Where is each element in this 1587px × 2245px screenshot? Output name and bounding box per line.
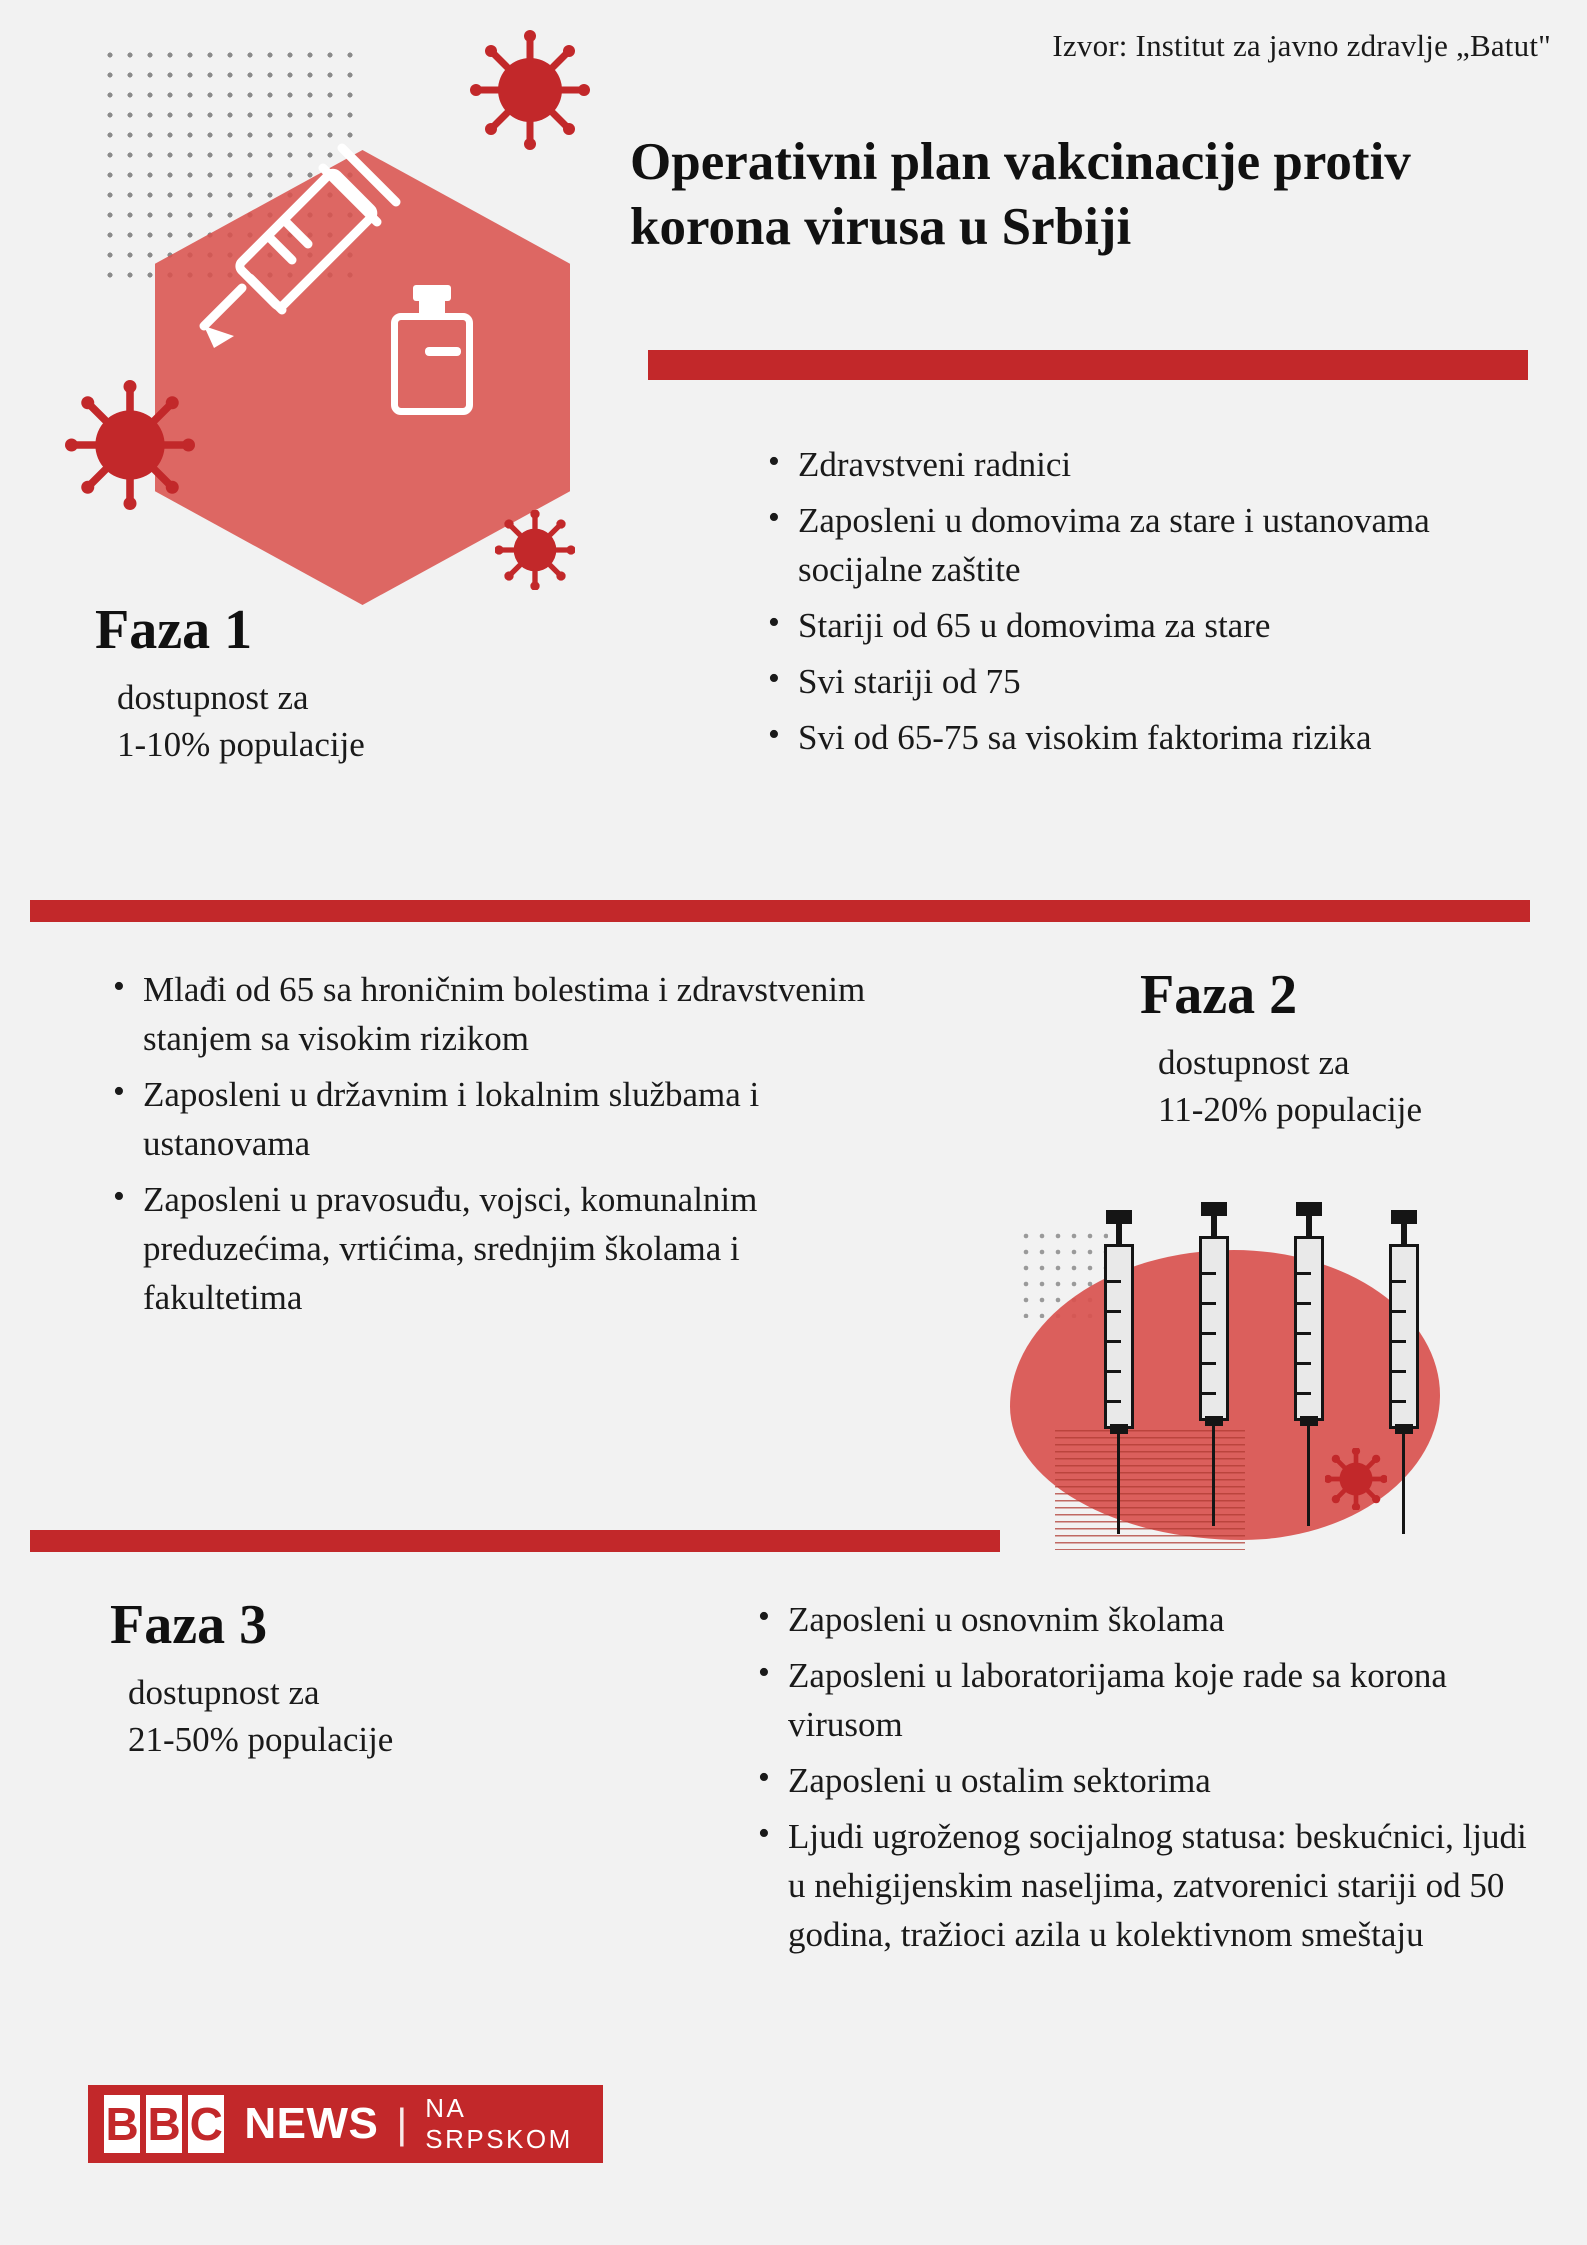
list-item: • Mlađi od 65 sa hroničnim bolestima i zdravstvenim stanjem sa visokim rizikom bbox=[139, 965, 899, 1063]
title-underline-rule bbox=[648, 350, 1528, 380]
phase-3-heading bbox=[110, 1595, 590, 1763]
phase-1-availability-line1: dostupnost za bbox=[117, 677, 309, 717]
list-item: • Zaposleni u domovima za stare i ustanovama socijalne zaštite bbox=[794, 496, 1544, 594]
hatch-pattern bbox=[1055, 1430, 1245, 1550]
phase-1-illustration bbox=[40, 20, 680, 620]
logo-subtitle: NA SRPSKOM bbox=[425, 2093, 573, 2154]
virus-icon-small bbox=[495, 510, 575, 590]
phase-2-availability bbox=[1140, 1039, 1580, 1134]
phase-3-list bbox=[750, 1595, 1544, 1966]
list-item: • Zdravstveni radnici bbox=[794, 440, 1544, 489]
virus-icon-tiny bbox=[1325, 1448, 1387, 1510]
divider-phase-1-2 bbox=[30, 900, 1530, 922]
list-item: • Stariji od 65 u domovima za stare bbox=[794, 601, 1544, 650]
vaccine-vial-icon bbox=[385, 285, 480, 420]
phase-2-illustration bbox=[1000, 1180, 1520, 1600]
phase-3-availability bbox=[110, 1669, 590, 1764]
page-title: Operativni plan vakcinacije protiv korona virusa u Srbiji bbox=[630, 133, 1411, 256]
phase-2-name: Faza 2 bbox=[1140, 964, 1298, 1026]
phase-3-availability-line2: 21-50% populacije bbox=[128, 1719, 394, 1759]
list-item: • Zaposleni u ostalim sektorima bbox=[784, 1756, 1544, 1805]
phase-3-name: Faza 3 bbox=[110, 1594, 268, 1656]
logo-letter-b1: B bbox=[104, 2095, 140, 2153]
bbc-news-logo bbox=[88, 2085, 603, 2163]
phase-3-availability-line1: dostupnost za bbox=[128, 1672, 320, 1712]
list-item: • Zaposleni u pravosuđu, vojsci, komunalnim preduzećima, vrtićima, srednjim školama i fakultetima bbox=[139, 1175, 899, 1322]
divider-phase-2-3 bbox=[30, 1530, 1000, 1552]
virus-icon-large bbox=[470, 30, 590, 150]
list-item: • Zaposleni u državnim i lokalnim službama i ustanovama bbox=[139, 1070, 899, 1168]
virus-icon-medium bbox=[65, 380, 195, 510]
phase-1-heading bbox=[95, 600, 575, 768]
logo-news-text: NEWS bbox=[244, 2099, 379, 2148]
logo-letter-c: C bbox=[188, 2095, 224, 2153]
phase-1-availability bbox=[95, 674, 575, 769]
phase-1-list bbox=[760, 440, 1544, 769]
list-item: • Svi stariji od 75 bbox=[794, 657, 1544, 706]
source-attribution: Izvor: Institut za javno zdravlje „Batut" bbox=[1052, 28, 1551, 63]
phase-2-availability-line1: dostupnost za bbox=[1158, 1042, 1350, 1082]
logo-letter-b2: B bbox=[146, 2095, 182, 2153]
phase-2-list bbox=[105, 965, 899, 1329]
phase-2-heading bbox=[1140, 965, 1580, 1133]
list-item: • Zaposleni u laboratorijama koje rade sa korona virusom bbox=[784, 1651, 1544, 1749]
list-item: • Zaposleni u osnovnim školama bbox=[784, 1595, 1544, 1644]
phase-1-availability-line2: 1-10% populacije bbox=[117, 724, 365, 764]
phase-2-availability-line2: 11-20% populacije bbox=[1158, 1089, 1423, 1129]
phase-1-name: Faza 1 bbox=[95, 599, 253, 661]
logo-separator: | bbox=[396, 2100, 408, 2147]
list-item: • Svi od 65-75 sa visokim faktorima rizika bbox=[794, 713, 1544, 762]
list-item: • Ljudi ugroženog socijalnog statusa: beskućnici, ljudi u nehigijenskim naseljima, zatvorenici stariji od 50 godina, tražioci azila u kolektivnom smeštaju bbox=[784, 1812, 1544, 1959]
